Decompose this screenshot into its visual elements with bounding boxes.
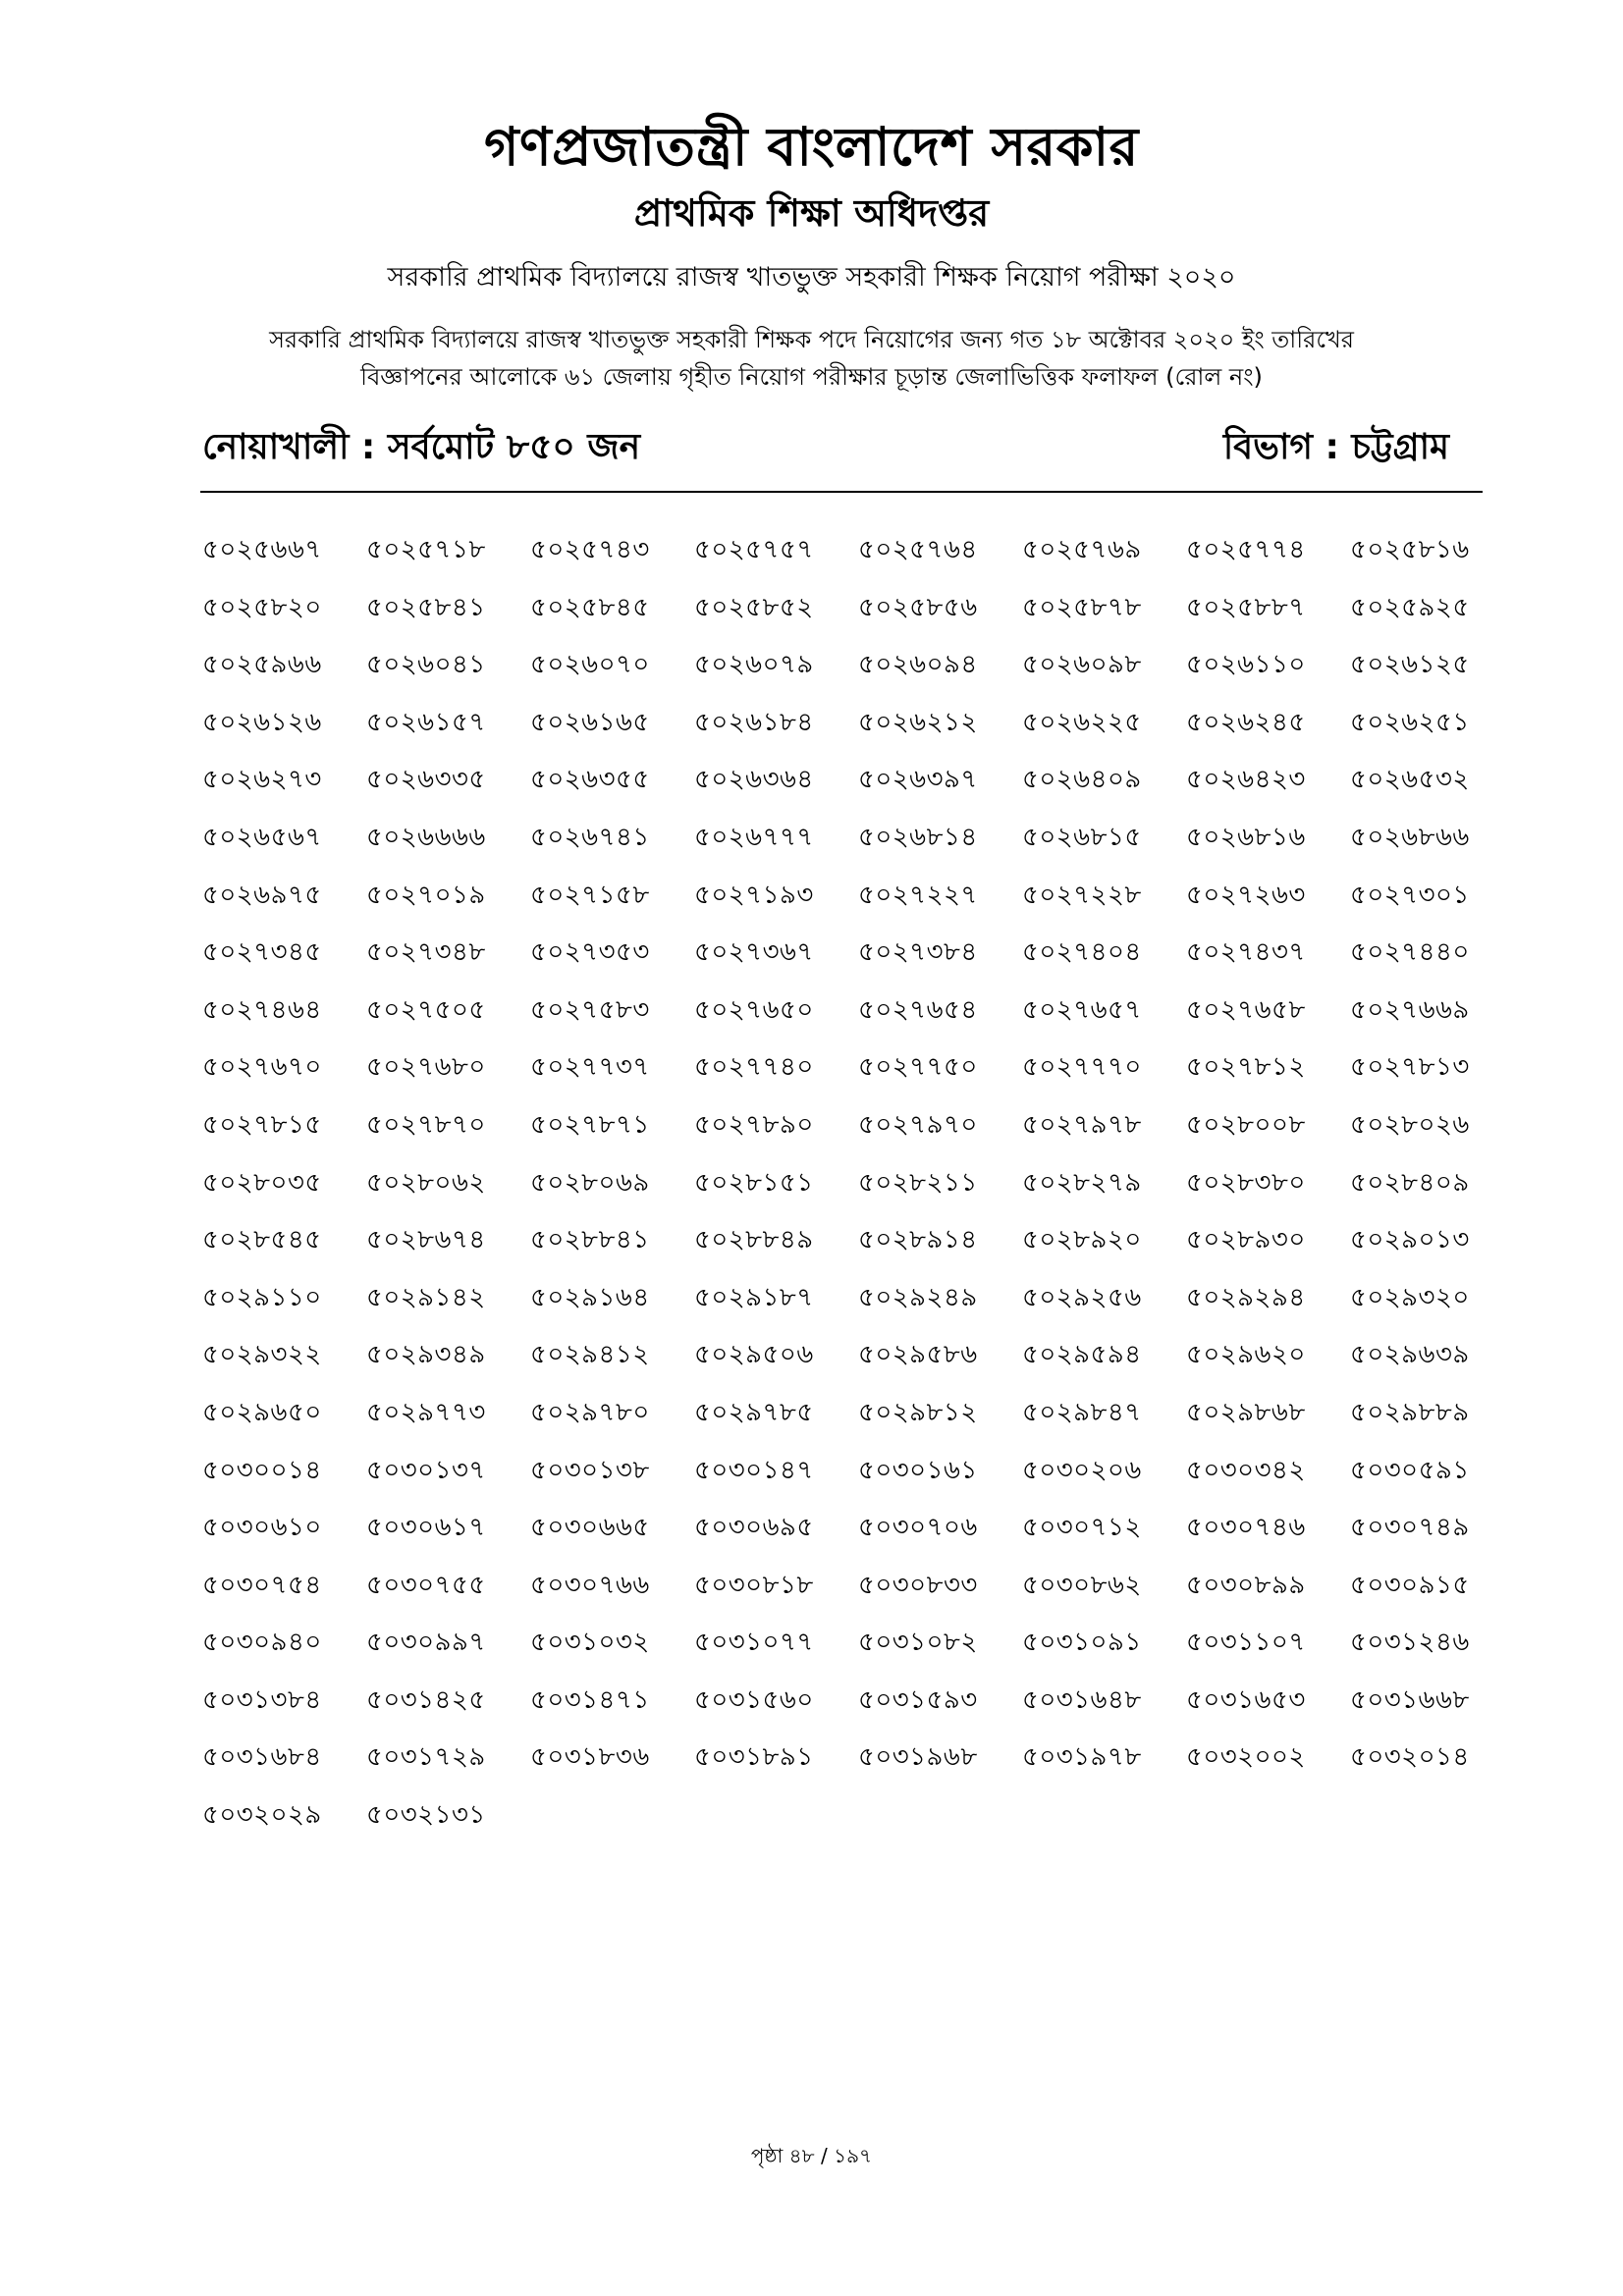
- roll-number: ৫০৩০১৩৮: [530, 1455, 650, 1485]
- roll-number: ৫০২৭৯৭৮: [1022, 1109, 1142, 1140]
- roll-number: ৫০৩০৭৪৬: [1186, 1513, 1306, 1543]
- description-line-1: সরকারি প্রাথমিক বিদ্যালয়ে রাজস্ব খাতভুক্ত সহকারী শিক্ষক পদে নিয়োগের জন্য গত ১৮ অক্টোবর ২০২০ ইং তারিখের: [269, 326, 1354, 353]
- roll-number: ৫০৩০১৬১: [858, 1455, 978, 1485]
- roll-number: ৫০২৫৭৬৪: [858, 535, 978, 564]
- roll-number: ৫০২৫৯২৫: [1350, 592, 1470, 622]
- roll-number: ৫০২৯৮৮৯: [1350, 1397, 1470, 1427]
- roll-number: ৫০২৭৬৫৪: [858, 994, 978, 1025]
- roll-number: ৫০২৭৭৩৭: [530, 1052, 650, 1083]
- roll-number: ৫০২৭৭৪০: [694, 1052, 814, 1083]
- roll-number: ৫০২৬২২৫: [1022, 707, 1142, 737]
- roll-number: ৫০২৭৩৪৫: [202, 937, 322, 968]
- roll-number-grid: [202, 530, 1498, 1853]
- roll-number: ৫০২৭৬৫৭: [1022, 994, 1142, 1025]
- roll-number: ৫০২৯৬৩৯: [1350, 1340, 1470, 1370]
- roll-number: ৫০৩২০২৯: [202, 1800, 322, 1831]
- roll-number: ৫০৩১৪২৫: [366, 1684, 486, 1715]
- roll-number: ৫০২৭৮১৩: [1350, 1052, 1470, 1083]
- roll-number: ৫০২৬৩৬৪: [694, 765, 814, 795]
- roll-number: ৫০৩০৬১৭: [366, 1513, 486, 1543]
- roll-number: ৫০২৬৩৯৭: [858, 765, 978, 795]
- result-description: [0, 321, 1623, 396]
- roll-number: ৫০২৬৪২৩: [1186, 765, 1306, 795]
- roll-number: ৫০২৯৮৪৭: [1022, 1397, 1142, 1427]
- roll-number: ৫০৩১১০৭: [1186, 1628, 1306, 1658]
- roll-number: ৫০২৫৭১৮: [366, 535, 486, 564]
- roll-number: ৫০৩১৩৮৪: [202, 1684, 322, 1715]
- roll-number: ৫০২৭৮৭০: [366, 1109, 486, 1140]
- roll-number: ৫০৩১৬৮৪: [202, 1742, 322, 1773]
- roll-number: ৫০২৭৫৮৩: [530, 994, 650, 1025]
- roll-number: ৫০২৫৮৪১: [366, 592, 486, 622]
- roll-number: ৫০২৭২২৮: [1022, 880, 1142, 910]
- roll-number: ৫০২৮৪০৯: [1350, 1167, 1470, 1198]
- roll-number: ৫০২৮২৭৯: [1022, 1167, 1142, 1198]
- roll-number: ৫০২৯৫৯৪: [1022, 1340, 1142, 1370]
- roll-number: ৫০২৬১৮৪: [694, 707, 814, 737]
- roll-number: ৫০২৮০২৬: [1350, 1109, 1470, 1140]
- roll-number: ৫০৩০২০৬: [1022, 1455, 1142, 1485]
- roll-number: ৫০২৬১৬৫: [530, 707, 650, 737]
- roll-number: ৫০২৬৮৬৬: [1350, 822, 1470, 852]
- roll-number: ৫০২৫৮২০: [202, 592, 322, 622]
- roll-number: ৫০২৮৮৪৯: [694, 1225, 814, 1255]
- roll-number: ৫০৩০৯১৫: [1350, 1570, 1470, 1600]
- roll-number: ৫০৩০৫৯১: [1350, 1455, 1470, 1485]
- district-total: নোয়াখালী : সর্বমোট ৮৫০ জন: [202, 427, 641, 467]
- roll-number: ৫০২৯১৪২: [366, 1282, 486, 1312]
- roll-number: ৫০২৯৩৪৯: [366, 1340, 486, 1370]
- roll-number: ৫০২৫৮৪৫: [530, 592, 650, 622]
- roll-number: ৫০২৬০৯৮: [1022, 650, 1142, 680]
- roll-number: ৫০৩২০১৪: [1350, 1742, 1470, 1773]
- roll-number: ৫০৩১০৯১: [1022, 1628, 1142, 1658]
- roll-number: ৫০২৯৬২০: [1186, 1340, 1306, 1370]
- roll-number: ৫০৩০৬১০: [202, 1513, 322, 1543]
- roll-number: ৫০৩১৫৯৩: [858, 1684, 978, 1715]
- roll-number: ৫০২৬১৫৭: [366, 707, 486, 737]
- roll-number: ৫০২৬৫৩২: [1350, 765, 1470, 795]
- roll-number: ৫০২৬১২৫: [1350, 650, 1470, 680]
- roll-number: ৫০২৭৬৫০: [694, 994, 814, 1025]
- roll-number: ৫০২৬০৭০: [530, 650, 650, 680]
- roll-number: ৫০২৭১৫৮: [530, 880, 650, 910]
- roll-number: ৫০৩০৭৫৫: [366, 1570, 486, 1600]
- roll-number: ৫০২৭১৯৩: [694, 880, 814, 910]
- roll-number: ৫০২৮০৬৯: [530, 1167, 650, 1198]
- roll-number: ৫০২৭৩৪৮: [366, 937, 486, 968]
- roll-number: ৫০২৯৩২২: [202, 1340, 322, 1370]
- roll-number: ৫০২৯৭৭৩: [366, 1397, 486, 1427]
- roll-number: ৫০২৬৫৬৭: [202, 822, 322, 852]
- roll-number: ৫০৩০৬৬৫: [530, 1513, 650, 1543]
- roll-number: ৫০২৬১১০: [1186, 650, 1306, 680]
- roll-number: ৫০২৫৮৮৭: [1186, 592, 1306, 622]
- department-title: প্রাথমিক শিক্ষা অধিদপ্তর: [633, 191, 990, 235]
- roll-number: ৫০২৭২২৭: [858, 880, 978, 910]
- roll-number: ৫০২৯১৬৪: [530, 1282, 650, 1312]
- roll-number: ৫০২৫৭৬৯: [1022, 535, 1142, 564]
- roll-number: ৫০২৮৫৪৫: [202, 1225, 322, 1255]
- roll-number: ৫০৩১৬৫৩: [1186, 1684, 1306, 1715]
- government-title: গণপ্রজাতন্ত্রী বাংলাদেশ সরকার: [484, 116, 1139, 178]
- roll-number: ৫০৩০৭৫৪: [202, 1570, 322, 1600]
- roll-number: ৫০৩১০৮২: [858, 1628, 978, 1658]
- roll-number: ৫০২৭৬৫৮: [1186, 994, 1306, 1025]
- roll-number: ৫০২৫৬৬৭: [202, 535, 322, 564]
- roll-number: ৫০২৭৩৬৭: [694, 937, 814, 968]
- roll-number: ৫০২৮৩৮০: [1186, 1167, 1306, 1198]
- roll-number: ৫০২৭৯৭০: [858, 1109, 978, 1140]
- roll-number: ৫০৩০১৪৭: [694, 1455, 814, 1485]
- roll-number: ৫০২৭৪৬৪: [202, 994, 322, 1025]
- roll-number: ৫০২৮৮৪১: [530, 1225, 650, 1255]
- roll-number: ৫০২৯২৫৬: [1022, 1282, 1142, 1312]
- roll-number: ৫০২৭৬৮০: [366, 1052, 486, 1083]
- roll-number: ৫০৩১৭২৯: [366, 1742, 486, 1773]
- roll-number: ৫০২৭৪৪০: [1350, 937, 1470, 968]
- roll-number: ৫০৩১৯৭৮: [1022, 1742, 1142, 1773]
- roll-number: ৫০২৯৪১২: [530, 1340, 650, 1370]
- roll-number: ৫০২৯৬৫০: [202, 1397, 322, 1427]
- roll-number: ৫০২৮৯১৪: [858, 1225, 978, 1255]
- roll-number: ৫০৩২১৩১: [366, 1800, 486, 1831]
- description-line-2: বিজ্ঞাপনের আলোকে ৬১ জেলায় গৃহীত নিয়োগ পরীক্ষার চূড়ান্ত জেলাভিত্তিক ফলাফল (রোল নং): [360, 363, 1263, 391]
- roll-number: ৫০২৯০১৩: [1350, 1225, 1470, 1255]
- header-divider: [200, 491, 1483, 493]
- roll-number: ৫০২৫৮১৬: [1350, 535, 1470, 564]
- roll-number: ৫০২৭৫০৫: [366, 994, 486, 1025]
- roll-number: ৫০২৭৩০১: [1350, 880, 1470, 910]
- roll-number: ৫০২৭২৬৩: [1186, 880, 1306, 910]
- roll-number: ৫০৩১৪৭১: [530, 1684, 650, 1715]
- roll-number: ৫০২৭৮৯০: [694, 1109, 814, 1140]
- roll-number: ৫০৩০৩৪২: [1186, 1455, 1306, 1485]
- roll-number: ৫০৩০৮৩৩: [858, 1570, 978, 1600]
- roll-number: ৫০২৮৯২০: [1022, 1225, 1142, 1255]
- roll-number: ৫০২৮০০৮: [1186, 1109, 1306, 1140]
- roll-number: ৫০৩১৬৬৮: [1350, 1684, 1470, 1715]
- roll-number: ৫০২৬৩৫৫: [530, 765, 650, 795]
- roll-number: ৫০২৫৮৭৮: [1022, 592, 1142, 622]
- roll-number: ৫০৩০৮৬২: [1022, 1570, 1142, 1600]
- roll-number: ৫০২৯৫৮৬: [858, 1340, 978, 1370]
- roll-number: ৫০২৬৭৪১: [530, 822, 650, 852]
- roll-number: ৫০২৯৫০৬: [694, 1340, 814, 1370]
- roll-number: ৫০২৭৭৫০: [858, 1052, 978, 1083]
- roll-number: ৫০৩০৮৯৯: [1186, 1570, 1306, 1600]
- roll-number: ৫০৩১২৪৬: [1350, 1628, 1470, 1658]
- roll-number: ৫০২৬৮১৪: [858, 822, 978, 852]
- roll-number: ৫০২৭৬৭০: [202, 1052, 322, 1083]
- roll-number: ৫০২৭৪০৪: [1022, 937, 1142, 968]
- roll-number: ৫০২৬৩৩৫: [366, 765, 486, 795]
- roll-number: ৫০৩০১৩৭: [366, 1455, 486, 1485]
- roll-number: ৫০২৫৭৭৪: [1186, 535, 1306, 564]
- roll-number: ৫০৩০৯৯৭: [366, 1628, 486, 1658]
- roll-number: ৫০২৬২৪৫: [1186, 707, 1306, 737]
- roll-number: ৫০২৯২৪৯: [858, 1282, 978, 1312]
- roll-number: ৫০৩০৬৯৫: [694, 1513, 814, 1543]
- roll-number: ৫০২৮৬৭৪: [366, 1225, 486, 1255]
- roll-number: ৫০২৭৩৮৪: [858, 937, 978, 968]
- roll-number: ৫০২৮৯৩০: [1186, 1225, 1306, 1255]
- roll-number: ৫০২৬৬৬৬: [366, 822, 486, 852]
- roll-number: ৫০৩১৯৬৮: [858, 1742, 978, 1773]
- roll-number: ৫০৩০৭০৬: [858, 1513, 978, 1543]
- roll-number: ৫০৩০৭১২: [1022, 1513, 1142, 1543]
- roll-number: ৫০৩২০০২: [1186, 1742, 1306, 1773]
- roll-number: ৫০২৬৪০৯: [1022, 765, 1142, 795]
- roll-number: ৫০২৭৮১২: [1186, 1052, 1306, 1083]
- roll-number: ৫০২৭৭৭০: [1022, 1052, 1142, 1083]
- roll-number: ৫০৩০৭৪৯: [1350, 1513, 1470, 1543]
- roll-number: ৫০৩১০৩২: [530, 1628, 650, 1658]
- roll-number: ৫০২৬১২৬: [202, 707, 322, 737]
- roll-number: ৫০২৫৭৫৭: [694, 535, 814, 564]
- roll-number: ৫০৩১০৭৭: [694, 1628, 814, 1658]
- roll-number: ৫০৩০৭৬৬: [530, 1570, 650, 1600]
- roll-number: ৫০২৯২৯৪: [1186, 1282, 1306, 1312]
- roll-number: ৫০২৬০৭৯: [694, 650, 814, 680]
- roll-number: ৫০২৭০১৯: [366, 880, 486, 910]
- roll-number: ৫০২৫৮৫২: [694, 592, 814, 622]
- roll-number: ৫০২৬৮১৫: [1022, 822, 1142, 852]
- roll-number: ৫০৩১৫৬০: [694, 1684, 814, 1715]
- roll-number: ৫০২৯৮৬৮: [1186, 1397, 1306, 1427]
- roll-number: ৫০২৮০৩৫: [202, 1167, 322, 1198]
- page-number: পৃষ্ঠা ৪৮ / ১৯৭: [750, 2144, 873, 2167]
- roll-number: ৫০২৭৮১৫: [202, 1109, 322, 1140]
- roll-number: ৫০২৬২৭৩: [202, 765, 322, 795]
- roll-number: ৫০২৭৮৭১: [530, 1109, 650, 1140]
- roll-number: ৫০২৭৬৬৯: [1350, 994, 1470, 1025]
- roll-number: ৫০৩১৬৪৮: [1022, 1684, 1142, 1715]
- roll-number: ৫০৩১৮৩৬: [530, 1742, 650, 1773]
- roll-number: ৫০২৯৮১২: [858, 1397, 978, 1427]
- roll-number: ৫০২৬৯৭৫: [202, 880, 322, 910]
- roll-number: ৫০২৮০৬২: [366, 1167, 486, 1198]
- roll-number: ৫০২৬৮১৬: [1186, 822, 1306, 852]
- roll-number: ৫০২৭৪৩৭: [1186, 937, 1306, 968]
- roll-number: ৫০২৯৭৮০: [530, 1397, 650, 1427]
- roll-number: ৫০২৬৭৭৭: [694, 822, 814, 852]
- roll-number: ৫০২৯১১০: [202, 1282, 322, 1312]
- roll-number: ৫০২৫৮৫৬: [858, 592, 978, 622]
- division-name: বিভাগ : চট্টগ্রাম: [1222, 427, 1449, 467]
- roll-number: ৫০৩০০১৪: [202, 1455, 322, 1485]
- roll-number: ৫০২৭৩৫৩: [530, 937, 650, 968]
- roll-number: ৫০২৬০৯৪: [858, 650, 978, 680]
- roll-number: ৫০২৫৯৬৬: [202, 650, 322, 680]
- roll-number: ৫০২৫৭৪৩: [530, 535, 650, 564]
- roll-number: ৫০২৬২৫১: [1350, 707, 1470, 737]
- roll-number: ৫০২৯৩২০: [1350, 1282, 1470, 1312]
- roll-number: ৫০২৯৭৮৫: [694, 1397, 814, 1427]
- roll-number: ৫০২৯১৮৭: [694, 1282, 814, 1312]
- district-header: [202, 420, 1479, 471]
- roll-number: ৫০২৮২১১: [858, 1167, 978, 1198]
- roll-number: ৫০৩০৮১৮: [694, 1570, 814, 1600]
- roll-number: ৫০৩১৮৯১: [694, 1742, 814, 1773]
- exam-title: সরকারি প্রাথমিক বিদ্যালয়ে রাজস্ব খাতভুক্ত সহকারী শিক্ষক নিয়োগ পরীক্ষা ২০২০: [387, 262, 1236, 293]
- roll-number: ৫০২৬২১২: [858, 707, 978, 737]
- roll-number: ৫০৩০৯৪০: [202, 1628, 322, 1658]
- roll-number: ৫০২৮১৫১: [694, 1167, 814, 1198]
- roll-number: ৫০২৬০৪১: [366, 650, 486, 680]
